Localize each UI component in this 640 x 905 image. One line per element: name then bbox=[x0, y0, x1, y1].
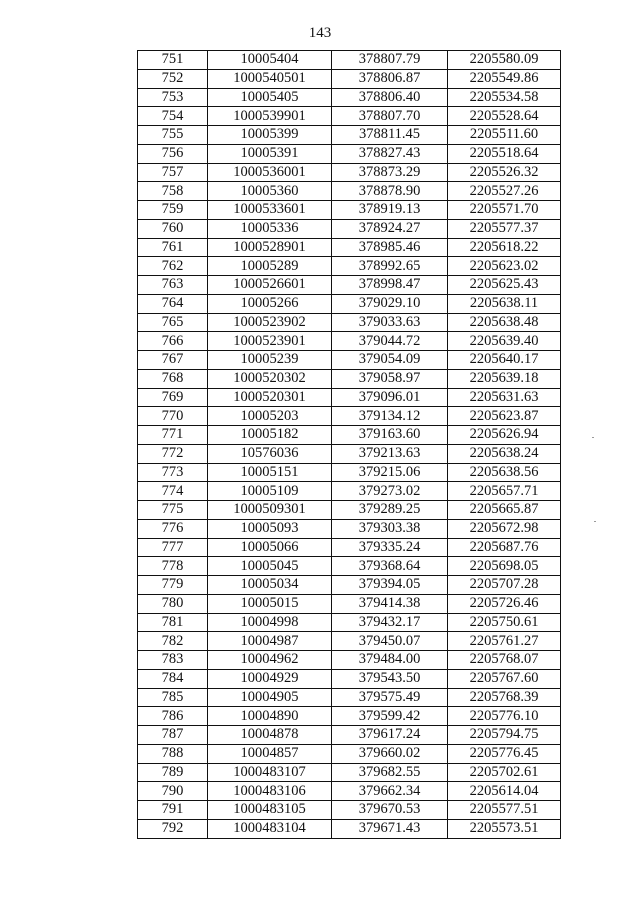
point-number-cell: 769 bbox=[138, 388, 208, 407]
x-coordinate-cell: 379543.50 bbox=[332, 669, 448, 688]
point-id-cell: 10004857 bbox=[208, 744, 332, 763]
table-row bbox=[138, 126, 561, 145]
point-id-cell: 1000536001 bbox=[208, 163, 332, 182]
point-number-cell: 771 bbox=[138, 426, 208, 445]
point-id-cell: 10005109 bbox=[208, 482, 332, 501]
point-id-cell: 10004905 bbox=[208, 688, 332, 707]
y-coordinate-cell: 2205534.58 bbox=[448, 88, 561, 107]
table-row bbox=[138, 819, 561, 838]
point-id-cell: 10005404 bbox=[208, 51, 332, 70]
x-coordinate-cell: 379599.42 bbox=[332, 707, 448, 726]
point-id-cell: 10004878 bbox=[208, 726, 332, 745]
point-number-cell: 754 bbox=[138, 107, 208, 126]
x-coordinate-cell: 378806.87 bbox=[332, 69, 448, 88]
x-coordinate-cell: 378806.40 bbox=[332, 88, 448, 107]
table-row bbox=[138, 688, 561, 707]
point-number-cell: 773 bbox=[138, 463, 208, 482]
point-number-cell: 761 bbox=[138, 238, 208, 257]
y-coordinate-cell: 2205638.11 bbox=[448, 294, 561, 313]
point-id-cell: 10004890 bbox=[208, 707, 332, 726]
y-coordinate-cell: 2205726.46 bbox=[448, 594, 561, 613]
y-coordinate-cell: 2205665.87 bbox=[448, 501, 561, 520]
x-coordinate-cell: 379432.17 bbox=[332, 613, 448, 632]
x-coordinate-cell: 379054.09 bbox=[332, 351, 448, 370]
y-coordinate-cell: 2205750.61 bbox=[448, 613, 561, 632]
table-row bbox=[138, 763, 561, 782]
y-coordinate-cell: 2205526.32 bbox=[448, 163, 561, 182]
point-number-cell: 790 bbox=[138, 782, 208, 801]
point-number-cell: 770 bbox=[138, 407, 208, 426]
table-row bbox=[138, 219, 561, 238]
point-number-cell: 788 bbox=[138, 744, 208, 763]
point-id-cell: 10005066 bbox=[208, 538, 332, 557]
x-coordinate-cell: 379394.05 bbox=[332, 576, 448, 595]
point-id-cell: 10005203 bbox=[208, 407, 332, 426]
point-id-cell: 10005034 bbox=[208, 576, 332, 595]
y-coordinate-cell: 2205625.43 bbox=[448, 276, 561, 295]
point-number-cell: 764 bbox=[138, 294, 208, 313]
table-row bbox=[138, 332, 561, 351]
point-number-cell: 753 bbox=[138, 88, 208, 107]
x-coordinate-cell: 379660.02 bbox=[332, 744, 448, 763]
x-coordinate-cell: 379096.01 bbox=[332, 388, 448, 407]
y-coordinate-cell: 2205623.02 bbox=[448, 257, 561, 276]
x-coordinate-cell: 379044.72 bbox=[332, 332, 448, 351]
y-coordinate-cell: 2205511.60 bbox=[448, 126, 561, 145]
point-id-cell: 10005405 bbox=[208, 88, 332, 107]
table-row bbox=[138, 313, 561, 332]
table-row bbox=[138, 669, 561, 688]
x-coordinate-cell: 379289.25 bbox=[332, 501, 448, 520]
table-row bbox=[138, 107, 561, 126]
point-number-cell: 765 bbox=[138, 313, 208, 332]
y-coordinate-cell: 2205767.60 bbox=[448, 669, 561, 688]
point-id-cell: 10005093 bbox=[208, 519, 332, 538]
y-coordinate-cell: 2205639.40 bbox=[448, 332, 561, 351]
y-coordinate-cell: 2205672.98 bbox=[448, 519, 561, 538]
table-row bbox=[138, 594, 561, 613]
y-coordinate-cell: 2205768.39 bbox=[448, 688, 561, 707]
table-row bbox=[138, 88, 561, 107]
point-number-cell: 787 bbox=[138, 726, 208, 745]
y-coordinate-cell: 2205687.76 bbox=[448, 538, 561, 557]
table-row bbox=[138, 163, 561, 182]
y-coordinate-cell: 2205657.71 bbox=[448, 482, 561, 501]
table-row bbox=[138, 444, 561, 463]
point-id-cell: 10005015 bbox=[208, 594, 332, 613]
point-id-cell: 10005391 bbox=[208, 144, 332, 163]
x-coordinate-cell: 379450.07 bbox=[332, 632, 448, 651]
point-number-cell: 789 bbox=[138, 763, 208, 782]
table-row bbox=[138, 707, 561, 726]
x-coordinate-cell: 379163.60 bbox=[332, 426, 448, 445]
y-coordinate-cell: 2205776.45 bbox=[448, 744, 561, 763]
point-id-cell: 1000520301 bbox=[208, 388, 332, 407]
point-number-cell: 758 bbox=[138, 182, 208, 201]
table-row bbox=[138, 369, 561, 388]
y-coordinate-cell: 2205527.26 bbox=[448, 182, 561, 201]
point-number-cell: 775 bbox=[138, 501, 208, 520]
x-coordinate-cell: 378992.65 bbox=[332, 257, 448, 276]
x-coordinate-cell: 379670.53 bbox=[332, 801, 448, 820]
coordinates-table-body bbox=[138, 51, 561, 839]
y-coordinate-cell: 2205776.10 bbox=[448, 707, 561, 726]
point-id-cell: 1000539901 bbox=[208, 107, 332, 126]
table-row bbox=[138, 426, 561, 445]
point-id-cell: 10004929 bbox=[208, 669, 332, 688]
point-id-cell: 1000526601 bbox=[208, 276, 332, 295]
point-number-cell: 759 bbox=[138, 201, 208, 220]
x-coordinate-cell: 378998.47 bbox=[332, 276, 448, 295]
table-row bbox=[138, 538, 561, 557]
point-id-cell: 10004987 bbox=[208, 632, 332, 651]
point-number-cell: 779 bbox=[138, 576, 208, 595]
y-coordinate-cell: 2205638.24 bbox=[448, 444, 561, 463]
point-id-cell: 1000523902 bbox=[208, 313, 332, 332]
x-coordinate-cell: 379682.55 bbox=[332, 763, 448, 782]
x-coordinate-cell: 379033.63 bbox=[332, 313, 448, 332]
point-number-cell: 791 bbox=[138, 801, 208, 820]
point-id-cell: 1000528901 bbox=[208, 238, 332, 257]
point-id-cell: 1000509301 bbox=[208, 501, 332, 520]
table-row bbox=[138, 576, 561, 595]
y-coordinate-cell: 2205549.86 bbox=[448, 69, 561, 88]
point-number-cell: 781 bbox=[138, 613, 208, 632]
coordinates-table bbox=[137, 50, 561, 839]
table-row bbox=[138, 407, 561, 426]
y-coordinate-cell: 2205577.51 bbox=[448, 801, 561, 820]
x-coordinate-cell: 379213.63 bbox=[332, 444, 448, 463]
point-id-cell: 10005399 bbox=[208, 126, 332, 145]
x-coordinate-cell: 379484.00 bbox=[332, 651, 448, 670]
x-coordinate-cell: 379273.02 bbox=[332, 482, 448, 501]
point-number-cell: 763 bbox=[138, 276, 208, 295]
table-row bbox=[138, 482, 561, 501]
point-id-cell: 10005045 bbox=[208, 557, 332, 576]
x-coordinate-cell: 379058.97 bbox=[332, 369, 448, 388]
x-coordinate-cell: 378919.13 bbox=[332, 201, 448, 220]
y-coordinate-cell: 2205794.75 bbox=[448, 726, 561, 745]
y-coordinate-cell: 2205639.18 bbox=[448, 369, 561, 388]
point-number-cell: 778 bbox=[138, 557, 208, 576]
point-number-cell: 786 bbox=[138, 707, 208, 726]
y-coordinate-cell: 2205707.28 bbox=[448, 576, 561, 595]
y-coordinate-cell: 2205626.94 bbox=[448, 426, 561, 445]
point-number-cell: 782 bbox=[138, 632, 208, 651]
page-number: 143 bbox=[308, 25, 332, 41]
point-number-cell: 783 bbox=[138, 651, 208, 670]
x-coordinate-cell: 379303.38 bbox=[332, 519, 448, 538]
y-coordinate-cell: 2205761.27 bbox=[448, 632, 561, 651]
point-number-cell: 766 bbox=[138, 332, 208, 351]
x-coordinate-cell: 379575.49 bbox=[332, 688, 448, 707]
table-row bbox=[138, 801, 561, 820]
point-number-cell: 752 bbox=[138, 69, 208, 88]
point-id-cell: 10004998 bbox=[208, 613, 332, 632]
x-coordinate-cell: 379368.64 bbox=[332, 557, 448, 576]
point-number-cell: 760 bbox=[138, 219, 208, 238]
y-coordinate-cell: 2205518.64 bbox=[448, 144, 561, 163]
point-id-cell: 10005336 bbox=[208, 219, 332, 238]
table-row bbox=[138, 463, 561, 482]
table-row bbox=[138, 557, 561, 576]
point-number-cell: 768 bbox=[138, 369, 208, 388]
table-row bbox=[138, 632, 561, 651]
point-number-cell: 762 bbox=[138, 257, 208, 276]
point-id-cell: 10005182 bbox=[208, 426, 332, 445]
point-id-cell: 10576036 bbox=[208, 444, 332, 463]
point-id-cell: 10005151 bbox=[208, 463, 332, 482]
point-id-cell: 1000540501 bbox=[208, 69, 332, 88]
table-row bbox=[138, 294, 561, 313]
point-number-cell: 755 bbox=[138, 126, 208, 145]
x-coordinate-cell: 378924.27 bbox=[332, 219, 448, 238]
point-id-cell: 1000520302 bbox=[208, 369, 332, 388]
table-row bbox=[138, 388, 561, 407]
x-coordinate-cell: 378807.79 bbox=[332, 51, 448, 70]
x-coordinate-cell: 378807.70 bbox=[332, 107, 448, 126]
point-id-cell: 1000483105 bbox=[208, 801, 332, 820]
table-row bbox=[138, 276, 561, 295]
x-coordinate-cell: 378985.46 bbox=[332, 238, 448, 257]
point-number-cell: 776 bbox=[138, 519, 208, 538]
y-coordinate-cell: 2205638.56 bbox=[448, 463, 561, 482]
x-coordinate-cell: 379414.38 bbox=[332, 594, 448, 613]
y-coordinate-cell: 2205618.22 bbox=[448, 238, 561, 257]
table-row bbox=[138, 782, 561, 801]
y-coordinate-cell: 2205573.51 bbox=[448, 819, 561, 838]
table-row bbox=[138, 744, 561, 763]
y-coordinate-cell: 2205614.04 bbox=[448, 782, 561, 801]
table-row bbox=[138, 351, 561, 370]
point-id-cell: 10005289 bbox=[208, 257, 332, 276]
x-coordinate-cell: 379029.10 bbox=[332, 294, 448, 313]
y-coordinate-cell: 2205640.17 bbox=[448, 351, 561, 370]
y-coordinate-cell: 2205631.63 bbox=[448, 388, 561, 407]
table-row bbox=[138, 257, 561, 276]
point-number-cell: 756 bbox=[138, 144, 208, 163]
point-id-cell: 10005266 bbox=[208, 294, 332, 313]
point-id-cell: 10005239 bbox=[208, 351, 332, 370]
table-row bbox=[138, 182, 561, 201]
point-number-cell: 751 bbox=[138, 51, 208, 70]
point-id-cell: 1000483107 bbox=[208, 763, 332, 782]
x-coordinate-cell: 379134.12 bbox=[332, 407, 448, 426]
table-row bbox=[138, 726, 561, 745]
table-row bbox=[138, 519, 561, 538]
point-number-cell: 774 bbox=[138, 482, 208, 501]
y-coordinate-cell: 2205577.37 bbox=[448, 219, 561, 238]
y-coordinate-cell: 2205580.09 bbox=[448, 51, 561, 70]
y-coordinate-cell: 2205528.64 bbox=[448, 107, 561, 126]
x-coordinate-cell: 378878.90 bbox=[332, 182, 448, 201]
x-coordinate-cell: 379671.43 bbox=[332, 819, 448, 838]
point-number-cell: 785 bbox=[138, 688, 208, 707]
y-coordinate-cell: 2205702.61 bbox=[448, 763, 561, 782]
table-row bbox=[138, 501, 561, 520]
point-id-cell: 10005360 bbox=[208, 182, 332, 201]
x-coordinate-cell: 378827.43 bbox=[332, 144, 448, 163]
x-coordinate-cell: 378811.45 bbox=[332, 126, 448, 145]
y-coordinate-cell: 2205638.48 bbox=[448, 313, 561, 332]
x-coordinate-cell: 379662.34 bbox=[332, 782, 448, 801]
point-number-cell: 757 bbox=[138, 163, 208, 182]
table-row bbox=[138, 51, 561, 70]
point-id-cell: 1000533601 bbox=[208, 201, 332, 220]
point-number-cell: 767 bbox=[138, 351, 208, 370]
point-id-cell: 1000483104 bbox=[208, 819, 332, 838]
point-number-cell: 772 bbox=[138, 444, 208, 463]
point-number-cell: 784 bbox=[138, 669, 208, 688]
stray-mark bbox=[594, 521, 596, 522]
point-id-cell: 10004962 bbox=[208, 651, 332, 670]
y-coordinate-cell: 2205698.05 bbox=[448, 557, 561, 576]
x-coordinate-cell: 379335.24 bbox=[332, 538, 448, 557]
table-row bbox=[138, 69, 561, 88]
y-coordinate-cell: 2205623.87 bbox=[448, 407, 561, 426]
x-coordinate-cell: 378873.29 bbox=[332, 163, 448, 182]
table-row bbox=[138, 238, 561, 257]
table-row bbox=[138, 613, 561, 632]
y-coordinate-cell: 2205571.70 bbox=[448, 201, 561, 220]
stray-mark bbox=[592, 437, 594, 438]
point-id-cell: 1000523901 bbox=[208, 332, 332, 351]
x-coordinate-cell: 379215.06 bbox=[332, 463, 448, 482]
y-coordinate-cell: 2205768.07 bbox=[448, 651, 561, 670]
x-coordinate-cell: 379617.24 bbox=[332, 726, 448, 745]
point-number-cell: 780 bbox=[138, 594, 208, 613]
table-row bbox=[138, 144, 561, 163]
table-row bbox=[138, 201, 561, 220]
point-number-cell: 777 bbox=[138, 538, 208, 557]
point-number-cell: 792 bbox=[138, 819, 208, 838]
table-row bbox=[138, 651, 561, 670]
point-id-cell: 1000483106 bbox=[208, 782, 332, 801]
